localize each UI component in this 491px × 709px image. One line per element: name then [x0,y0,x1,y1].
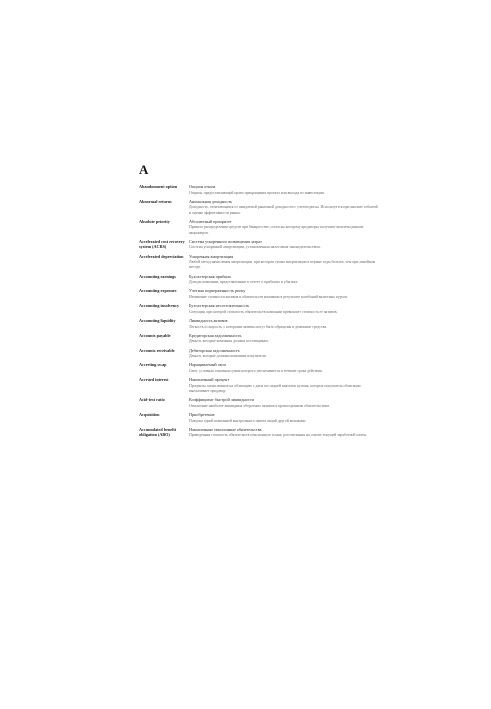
entry-definition: Ситуация, при которой стоимость обязательств компании превышает стоимость ее активов. [189,309,338,314]
glossary-entry [139,427,379,439]
glossary-entry [139,303,379,315]
entry-definition: Деньги, которые должны компании покупатели. [189,354,267,359]
glossary-entry [139,348,379,360]
entry-translation: Коэффициент быстрой ликвидности [189,397,254,403]
entry-term: Accumulated benefit obligation (ABO) [139,426,177,438]
entry-body [186,199,379,216]
entry-term: Accreting swap [139,362,167,368]
entry-body [186,254,379,271]
entry-definition: Любой метод начисления амортизации, при котором сумма амортизации в первые годы больше, чем при линейном методе. [189,260,376,270]
glossary-entry [139,199,379,216]
entry-body [186,362,379,374]
entry-definition: Проценты, начисленные на облигацию с даты последней выплаты купона, которые покупатель облигации выплачивает продавцу. [189,383,361,393]
entry-translation: Дебиторская задолженность [189,347,240,353]
entry-definition: Опцион, предоставляющий право прекращения проекта или выхода из инвестиции. [189,190,325,195]
glossary-list [139,184,379,442]
entry-translation: Приобретение [189,411,215,417]
entry-body [186,348,379,360]
glossary-entry [139,184,379,196]
entry-term: Acquisition [139,411,160,417]
entry-definition: Отношение наиболее ликвидных оборотных активов к краткосрочным обязательствам. [189,403,330,408]
entry-translation: Система ускоренного возмещения затрат [189,238,262,244]
glossary-entry [139,333,379,345]
entry-definition: Правило распределения средств при банкротстве, согласно которому кредиторы получают выплаты раньше акционеров. [189,225,364,235]
glossary-entry [139,412,379,424]
entry-term: Abnormal returns [139,198,172,204]
entry-term: Accrued interest [139,377,169,383]
entry-body [186,397,379,409]
entry-term: Accounting earnings [139,273,176,279]
entry-term: Accounting insolvency [139,303,180,309]
entry-term: Accounts payable [139,332,171,338]
entry-body [186,239,379,251]
entry-translation: Наращиваемый своп [189,362,226,368]
entry-body [186,412,379,424]
entry-body [186,184,379,196]
entry-term: Accelerated depreciation [139,253,184,259]
entry-body [186,274,379,286]
entry-translation: Учетная подверженность риску [189,288,246,294]
entry-definition: Деньги, которые компания должна поставщикам. [189,339,269,344]
entry-translation: Бухгалтерская несостоятельность [189,303,250,309]
entry-term: Acid-test ratio [139,397,165,403]
entry-translation: Кредиторская задолженность [189,332,242,338]
entry-translation: Аномальная доходность [189,198,233,204]
entry-term: Accelerated cost recovery system (ACRS) [139,238,185,250]
entry-body [186,377,379,394]
glossary-entry [139,239,379,251]
entry-term: Absolute priority [139,218,170,224]
entry-body [186,303,379,315]
glossary-entry [139,274,379,286]
glossary-entry [139,377,379,394]
entry-definition: Доходность, отличающаяся от ожидаемой рыночной доходности с учетом риска. Используется при анализе событий и оценке эффективности рынка. [189,205,378,215]
entry-definition: Изменение стоимости активов и обязательств компании в результате колебаний валютных курсов. [189,294,348,299]
entry-translation: Опцион отказа [189,184,216,189]
entry-definition: Приведенная стоимость обязательств пенсионного плана, рассчитанная на основе текущей заработной платы. [189,433,368,438]
glossary-entry [139,219,379,236]
entry-body [186,333,379,345]
entry-body [186,219,379,236]
glossary-entry [139,318,379,330]
entry-definition: Легкость и скорость, с которыми активы могут быть обращены в денежные средства. [189,324,328,329]
entry-definition: Доходы компании, представленные в отчете о прибылях и убытках. [189,280,299,285]
entry-definition: Система ускоренной амортизации, установленная налоговым законодательством. [189,245,321,250]
entry-translation: Ускоренная амортизация [189,253,234,259]
entry-translation: Накопленный процент [189,377,230,383]
glossary-entry [139,288,379,300]
entry-term: Accounting liquidity [139,317,176,323]
entry-term: Accounts receivable [139,347,175,353]
entry-term: Accounting exposure [139,288,177,294]
entry-definition: Своп, условная основная сумма которого увеличивается в течение срока действия. [189,368,323,373]
entry-translation: Бухгалтерская прибыль [189,273,232,279]
section-letter: A [139,162,149,177]
entry-translation: Абсолютный приоритет [189,218,232,224]
glossary-entry [139,254,379,271]
entry-term: Abandonment option [139,184,178,189]
glossary-entry [139,362,379,374]
entry-body [186,427,379,439]
entry-body [186,288,379,300]
entry-translation: Накопленные пенсионные обязательства [189,426,262,432]
glossary-entry [139,397,379,409]
entry-definition: Покупка одной компанией контрольного пакета акций другой компании. [189,418,307,423]
entry-translation: Ликвидность активов [189,317,228,323]
entry-body [186,318,379,330]
